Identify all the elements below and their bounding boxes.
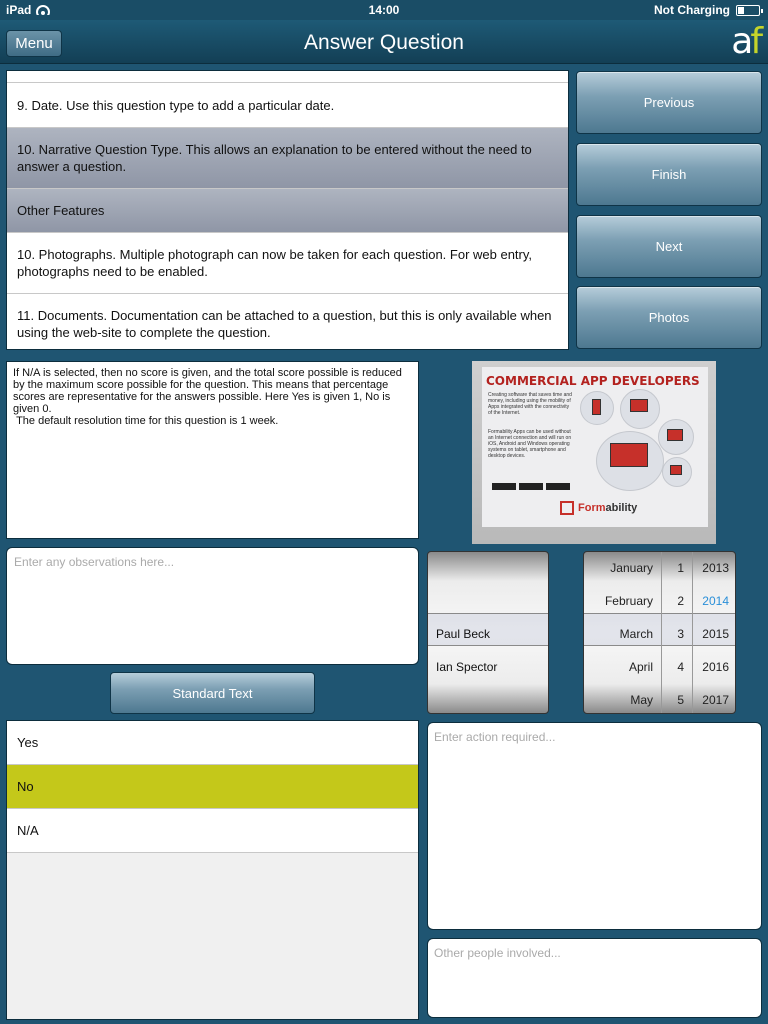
observations-field[interactable]: Enter any observations here... xyxy=(6,547,419,665)
photo-text: Creating software that saves time and money, including using the mobility of Apps integrated with the connectivity of the Internet. xyxy=(488,392,572,416)
picker-option[interactable]: Paul Beck xyxy=(436,627,491,641)
store-badges xyxy=(492,483,570,490)
action-required-field[interactable]: Enter action required... xyxy=(427,722,762,930)
day-option[interactable]: 2 xyxy=(677,594,684,608)
list-section-header[interactable]: Other Features xyxy=(7,189,568,233)
year-option[interactable]: 2013 xyxy=(702,561,729,575)
list-item[interactable]: 10. Photographs. Multiple photograph can now be taken for each question. For web entry, photographs need to be enabled. xyxy=(7,233,568,294)
photos-button[interactable]: Photos xyxy=(576,286,762,349)
battery-icon xyxy=(736,5,760,16)
question-help-text: If N/A is selected, then no score is given, and the total score possible is reduced by the maximum score possible for the question. This means that percentage scores are representative for the answers possible. Here Yes is given 1, No is given 0. The default resolution time for this question is 1 week. xyxy=(6,361,419,539)
year-option[interactable]: 2014 xyxy=(702,594,729,608)
day-option[interactable]: 3 xyxy=(677,627,684,641)
date-picker[interactable] xyxy=(583,551,736,714)
next-button[interactable]: Next xyxy=(576,215,762,278)
month-option[interactable]: March xyxy=(619,627,653,641)
year-option[interactable]: 2015 xyxy=(702,627,729,641)
page-title: Answer Question xyxy=(304,31,464,54)
photo-brand: Formability xyxy=(578,502,638,514)
list-item-selected[interactable]: 10. Narrative Question Type. This allows an explanation to be entered without the need to answer a question. xyxy=(7,128,568,189)
person-picker[interactable] xyxy=(427,551,549,714)
finish-button[interactable]: Finish xyxy=(576,143,762,206)
photo-title: COMMERCIAL APP DEVELOPERS xyxy=(486,374,700,388)
day-wheel[interactable] xyxy=(662,552,693,714)
day-option[interactable]: 1 xyxy=(677,561,684,575)
answer-yes[interactable]: Yes xyxy=(7,721,418,765)
month-option[interactable]: February xyxy=(604,594,653,608)
other-people-field[interactable]: Other people involved... xyxy=(427,938,762,1018)
month-option[interactable]: May xyxy=(630,693,653,707)
picker-option[interactable]: Ian Spector xyxy=(436,660,498,674)
list-item[interactable]: 11. Documents. Documentation can be attached to a question, but this is only available when using the web-site to complete the question. xyxy=(17,308,552,340)
previous-button[interactable]: Previous xyxy=(576,71,762,134)
day-option[interactable]: 4 xyxy=(677,660,684,674)
answer-list[interactable] xyxy=(6,720,419,1020)
list-item[interactable] xyxy=(7,71,568,83)
year-wheel[interactable] xyxy=(693,552,736,714)
status-bar xyxy=(0,0,768,20)
day-option[interactable]: 5 xyxy=(677,693,684,707)
month-option[interactable]: April xyxy=(628,660,653,674)
year-option[interactable]: 2017 xyxy=(702,693,729,707)
answer-no[interactable]: No xyxy=(7,765,418,809)
question-list[interactable] xyxy=(6,70,569,350)
month-wheel[interactable] xyxy=(584,552,662,714)
check-icon xyxy=(560,501,574,515)
photo-text: Formability Apps can be used without an Internet connection and will run on iOS, Android and Windows operating systems on tablet, smartphone and desktop devices. xyxy=(488,429,572,459)
menu-button[interactable]: Menu xyxy=(6,30,62,57)
standard-text-button[interactable]: Standard Text xyxy=(110,672,315,714)
year-option[interactable]: 2016 xyxy=(702,660,729,674)
charging-status: Not Charging xyxy=(654,3,730,17)
question-photo[interactable] xyxy=(472,361,716,544)
list-item[interactable]: 9. Date. Use this question type to add a particular date. xyxy=(7,83,568,128)
clock: 14:00 xyxy=(368,3,400,17)
answer-na[interactable]: N/A xyxy=(7,809,418,853)
device-name: iPad xyxy=(6,3,32,17)
nav-bar xyxy=(0,20,768,64)
app-logo: af xyxy=(731,21,760,62)
month-option[interactable]: January xyxy=(610,561,653,575)
